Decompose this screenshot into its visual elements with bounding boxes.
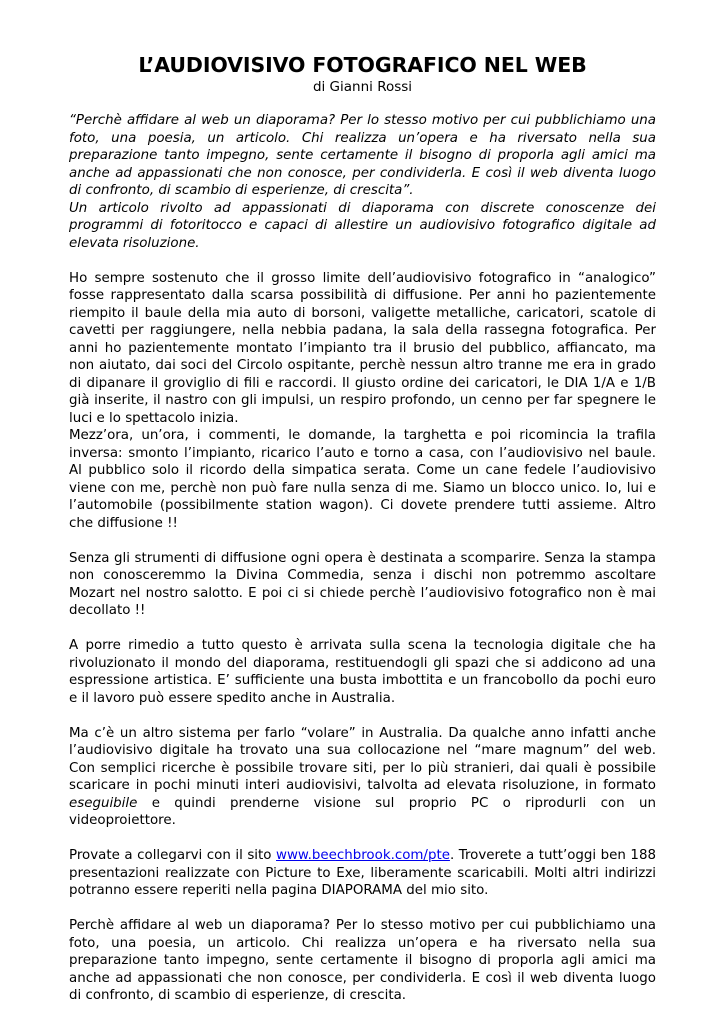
paragraph-5-text-b: e quindi prenderne visione sul proprio PC o riprodurli con un videoproiettore. xyxy=(69,795,656,828)
document-title: L’AUDIOVISIVO FOTOGRAFICO NEL WEB xyxy=(138,53,587,77)
paragraph-spacer xyxy=(69,900,656,918)
paragraph-spacer xyxy=(69,707,656,725)
paragraph-6 xyxy=(69,847,656,900)
paragraph-6-text-b: . Troverete a tutt’oggi ben 188 presentazioni realizzate con Picture to Exe, liberamente scaricabili. Molti altri indirizzi potranno essere reperiti nella pagina DIAPORAMA del mio sito. xyxy=(69,848,656,898)
paragraph-7: Perchè affidare al web un diaporama? Per lo stesso motivo per cui pubblichiamo una foto, una poesia, un articolo. Chi realizza un’opera e ha riversato nella sua preparazione tanto impegno, sente certamente il bisogno di proporla agli amici ma anche ad appassionati che non conosce, per condividerla. E così il web diventa luogo di confronto, di scambio di esperienze, di crescita. xyxy=(69,918,656,1003)
paragraph-5 xyxy=(69,725,656,830)
paragraph-3: Senza gli strumenti di diffusione ogni opera è destinata a scomparire. Senza la stampa non conosceremmo la Divina Commedia, senza i dischi non potremmo ascoltare Mozart nel nostro salotto. E poi ci si chiede perchè l’audiovisivo fotografico non è mai decollato !! xyxy=(69,550,656,618)
beechbrook-link[interactable]: www.beechbrook.com/pte xyxy=(276,848,450,863)
paragraph-spacer xyxy=(69,252,656,270)
intro-note: Un articolo rivolto ad appassionati di diaporama con discrete conoscenze dei programmi di fotoritocco e capaci di allestire un audiovisivo fotografico digitale ad elevata risoluzione. xyxy=(69,200,656,251)
paragraph-6-text-a: Provate a collegarvi con il sito xyxy=(69,848,277,863)
paragraph-2: Mezz’ora, un’ora, i commenti, le domande, la targhetta e poi ricomincia la trafila inversa: smonto l’impianto, ricarico l’auto e torno a casa, con l’audiovisivo nel baule. Al pubblico solo il ricordo della simpatica serata. Come un cane fedele l’audiovisivo viene con me, perchè non può fare nulla senza di me. Siamo un blocco unico. Io, lui e l’automobile (possibilmente station wagon). Ci dovete prendere tutti assieme. Altro che diffusione !! xyxy=(69,428,656,531)
document-author: di Gianni Rossi xyxy=(312,79,413,95)
paragraph-spacer xyxy=(69,830,656,848)
paragraph-5-emphasis: eseguibile xyxy=(69,795,138,811)
paragraph-5-text-a: Ma c’è un altro sistema per farlo “volare” in Australia. Da qualche anno infatti anche l’audiovisivo digitale ha trovato una sua collocazione nel “mare magnum” del web. Con semplici ricerche è possibile trovare siti, per lo più stranieri, dai quali è possibile scaricare in pochi minuti interi audiovisivi, talvolta ad elevata risoluzione, in formato xyxy=(69,725,656,793)
paragraph-spacer xyxy=(69,532,656,550)
paragraph-spacer xyxy=(69,620,656,638)
intro-quote: “Perchè affidare al web un diaporama? Per lo stesso motivo per cui pubblichiamo una foto, una poesia, un articolo. Chi realizza un’opera e ha riversato nella sua preparazione tanto impegno, sente certamente il bisogno di proporla agli amici ma anche ad appassionati che non conosce, per condividerla. E così il web diventa luogo di confronto, di scambio di esperienze, di crescita”. xyxy=(69,113,656,198)
document-page xyxy=(69,52,656,1005)
paragraph-4: A porre rimedio a tutto questo è arrivata sulla scena la tecnologia digitale che ha rivoluzionato il mondo del diaporama, restituendogli gli spazi che si addicono ad una espressione artistica. E’ sufficiente una busta imbottita e un francobollo da pochi euro e il lavoro può essere spedito anche in Australia. xyxy=(69,638,656,706)
paragraph-1: Ho sempre sostenuto che il grosso limite dell’audiovisivo fotografico in “analogico” fosse rappresentato dalla scarsa possibilità di diffusione. Per anni ho pazientemente riempito il baule della mia auto di borsoni, valigette metalliche, caricatori, scatole di cavetti per raggiungere, nella nebbia padana, la sala della rassegna fotografica. Per anni ho pazientemente montato l’impianto tra il brusio del pubblico, affiancato, ma non aiutato, dai soci del Circolo ospitante, perchè nessun altro tranne me era in grado di dipanare il groviglio di fili e raccordi. Il giusto ordine dei caricatori, le DIA 1/A e 1/B già inserite, il nastro con gli impulsi, un respiro profondo, un cenno per far spegnere le luci e lo spettacolo inizia. xyxy=(69,270,656,426)
